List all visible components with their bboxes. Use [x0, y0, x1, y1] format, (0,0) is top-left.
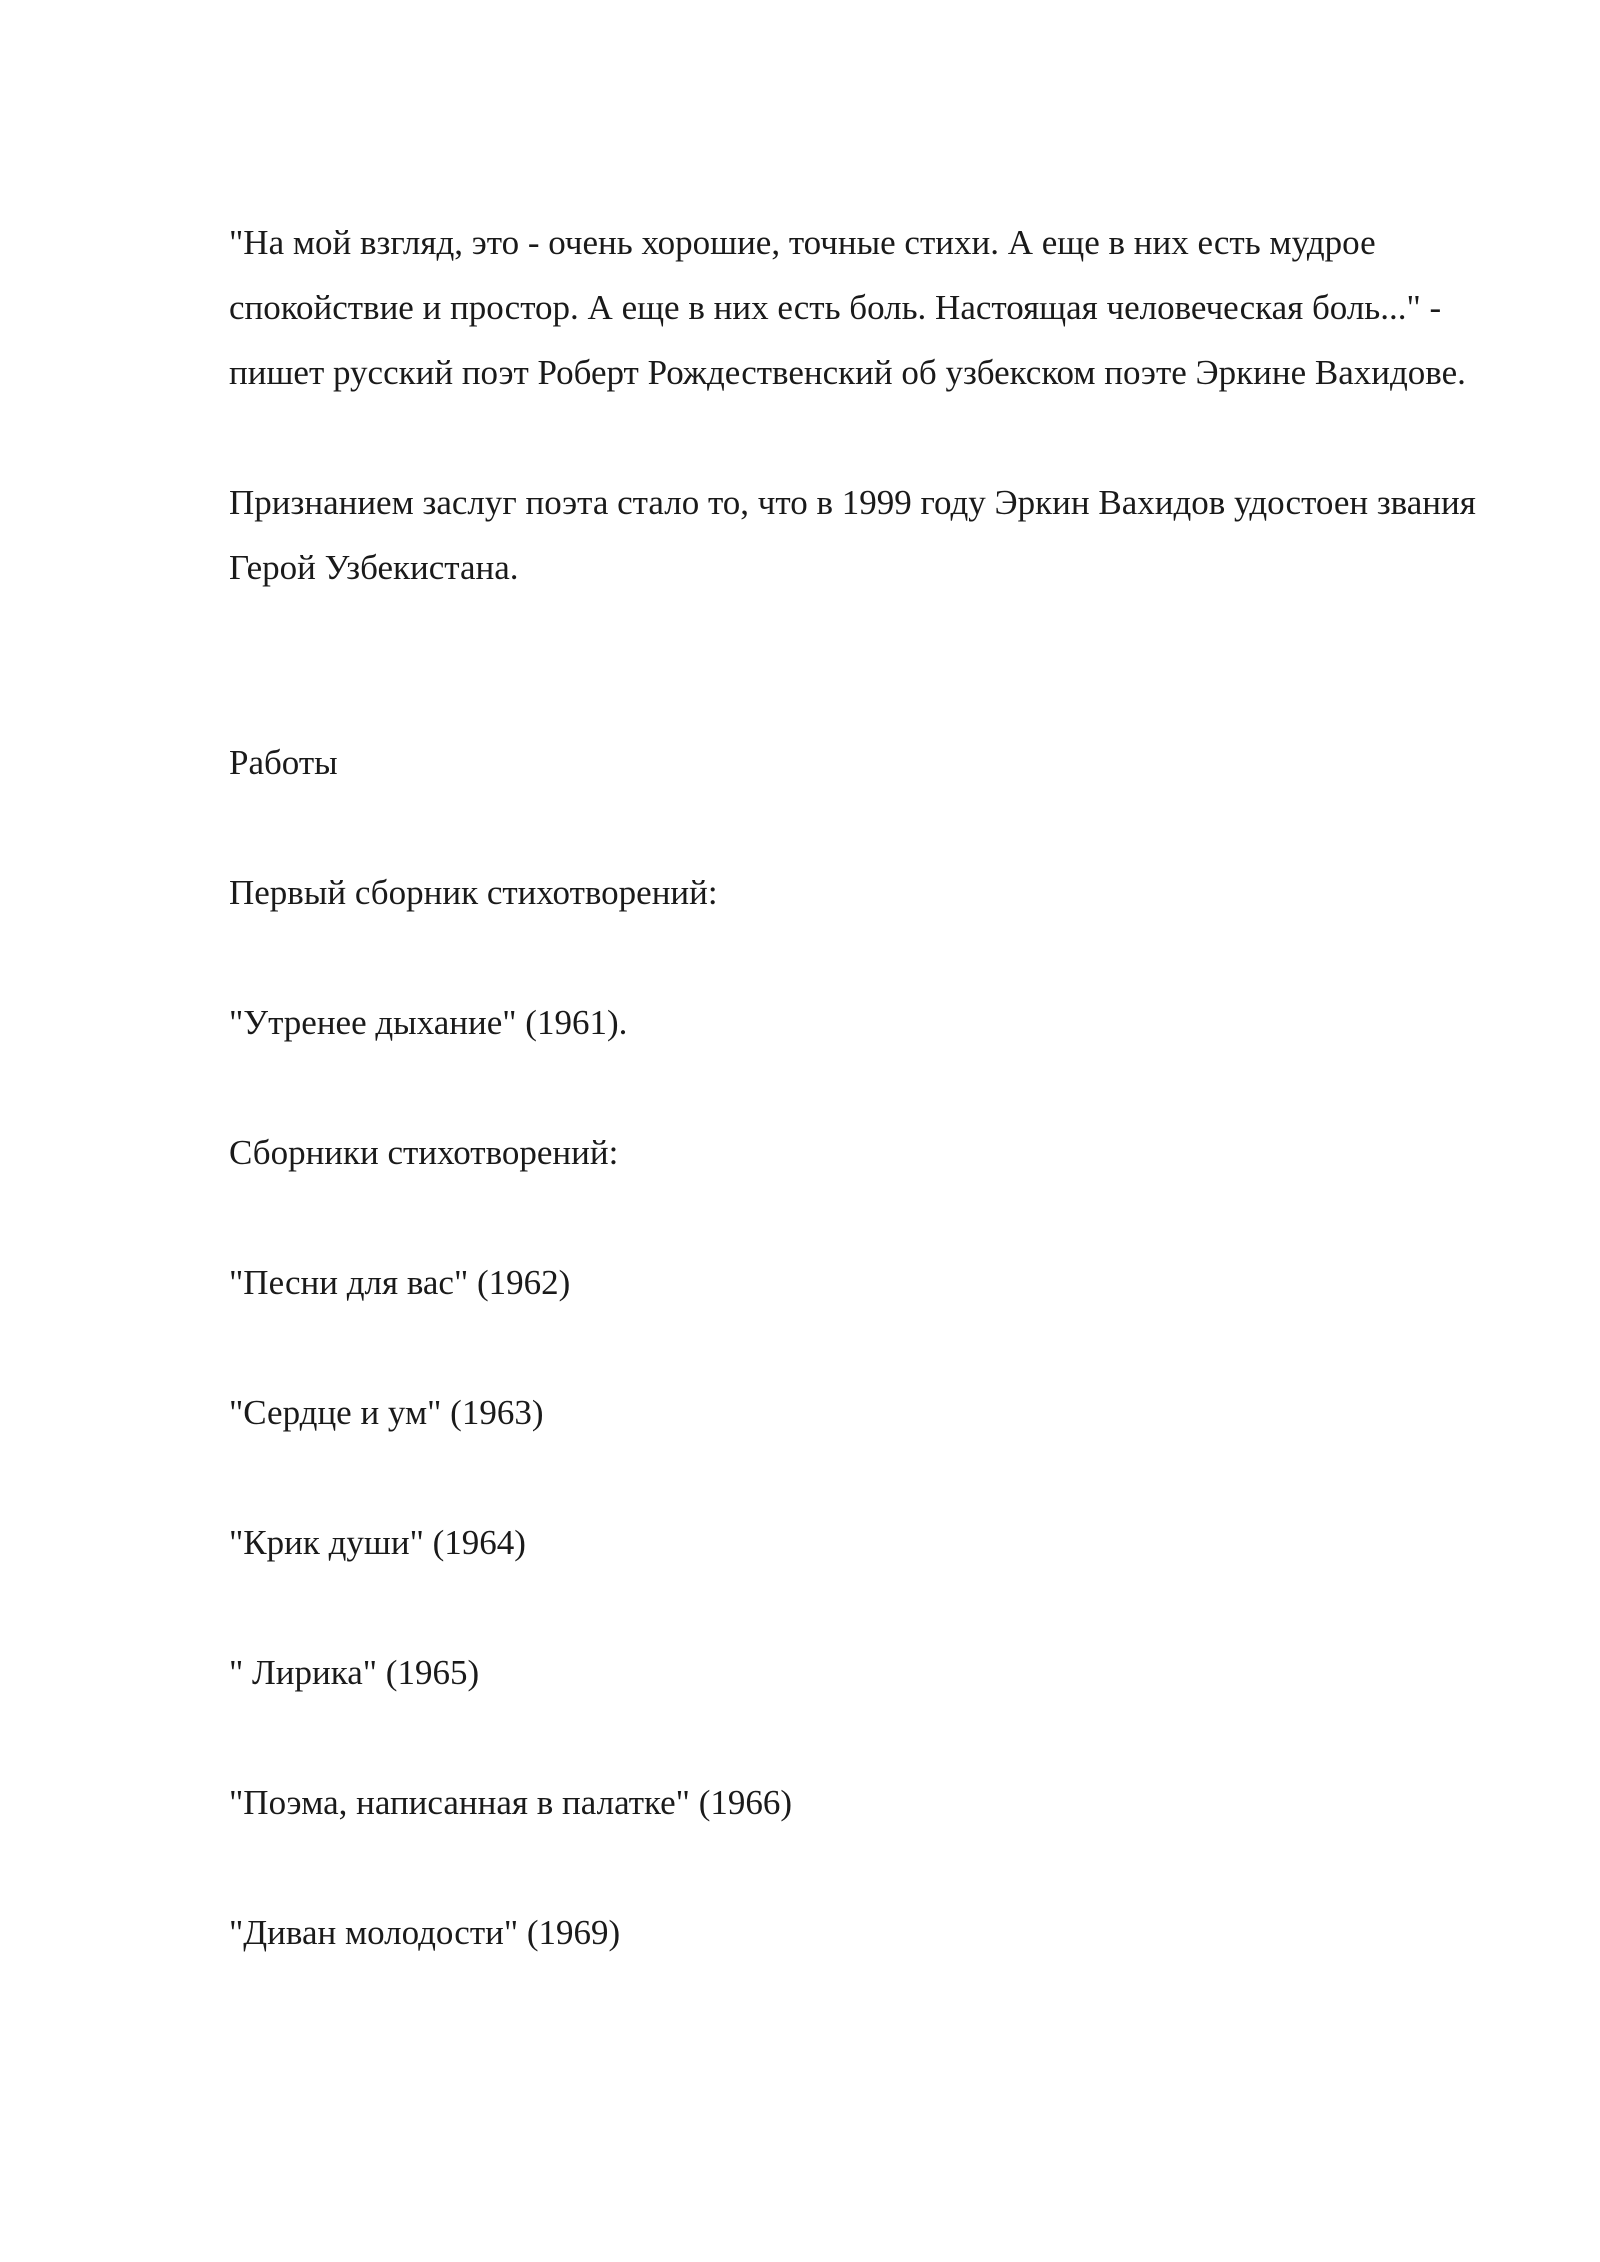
- paragraph-quote: "На мой взгляд, это - очень хорошие, точные стихи. А еще в них есть мудрое спокойствие и простор. А еще в них есть боль. Настоящая человеческая боль..." - пишет русский поэт Роберт Рождественский об узбекском поэте Эркине Вахидове.: [229, 223, 1466, 392]
- collection-item: "Поэма, написанная в палатке" (1966): [229, 1783, 793, 1822]
- collection-item: "Сердце и ум" (1963): [229, 1393, 544, 1432]
- first-collection-label: Первый сборник стихотворений:: [229, 873, 718, 912]
- paragraph-award: Признанием заслуг поэта стало то, что в 1999 году Эркин Вахидов удостоен звания Герой Узбекистана.: [229, 483, 1485, 587]
- collection-item: "Крик души" (1964): [229, 1523, 526, 1562]
- document-page: [229, 210, 1489, 2030]
- collections-label: Сборники стихотворений:: [229, 1133, 619, 1172]
- section-heading-works: Работы: [229, 743, 338, 782]
- first-collection-item: "Утренее дыхание" (1961).: [229, 1003, 628, 1042]
- collection-item: " Лирика" (1965): [229, 1653, 480, 1692]
- collection-item: "Диван молодости" (1969): [229, 1913, 621, 1952]
- collection-item: "Песни для вас" (1962): [229, 1263, 571, 1302]
